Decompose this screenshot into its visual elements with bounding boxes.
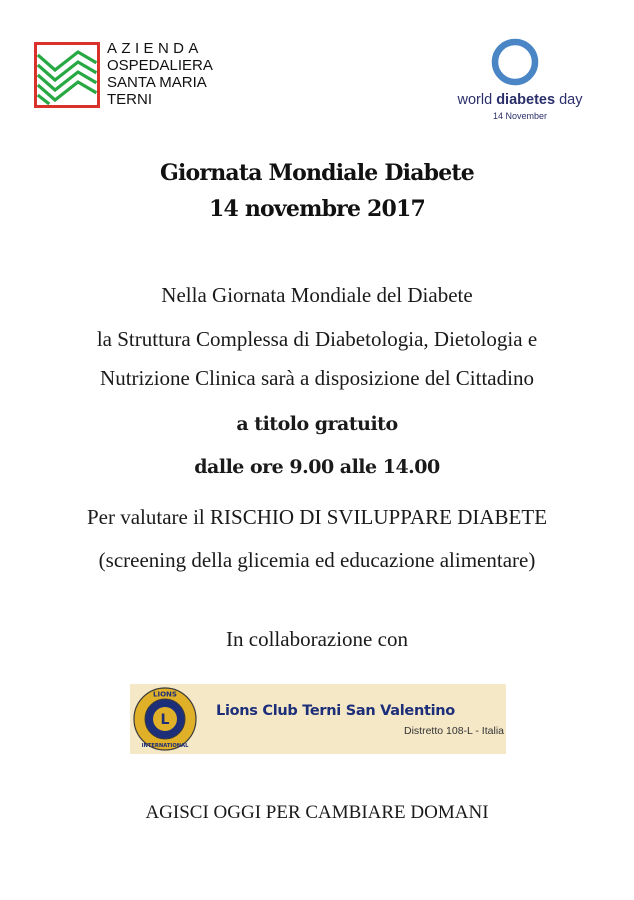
body-line-2: la Struttura Complessa di Diabetologia, Dietologia e <box>96 327 538 351</box>
wdd-word-diabetes: diabetes <box>496 92 556 108</box>
wdd-date: 14 November <box>492 111 548 121</box>
hospital-logo-icon <box>34 42 100 108</box>
lions-club-name: Lions Club Terni San Valentino <box>216 703 455 719</box>
lions-emblem-icon <box>132 686 198 752</box>
opening-hours-text: dalle ore 9.00 alle 14.00 <box>194 456 440 478</box>
blue-circle-icon <box>491 38 539 86</box>
body-line-1: Nella Giornata Mondiale del Diabete <box>161 283 473 307</box>
lions-emblem-letter: L <box>160 712 170 728</box>
hospital-name-line-2: OSPEDALIERA <box>107 57 213 74</box>
lions-district: Distretto 108-L - Italia <box>404 725 504 737</box>
event-date: 14 novembre 2017 <box>208 196 426 222</box>
hospital-name-line-3: SANTA MARIA <box>107 74 207 91</box>
collaboration-text: In collaborazione con <box>226 627 408 651</box>
event-title: Giornata Mondiale Diabete <box>160 160 474 186</box>
wdd-word-day: day <box>559 92 583 108</box>
closing-slogan: AGISCI OGGI PER CAMBIARE DOMANI <box>145 802 489 823</box>
hospital-name-line-4: TERNI <box>107 91 152 108</box>
lions-emblem-top-text: LIONS <box>153 690 177 699</box>
body-line-3: Nutrizione Clinica sarà a disposizione del Cittadino <box>100 366 534 390</box>
lions-club-banner <box>130 684 506 754</box>
hospital-name-line-1: AZIENDA <box>107 40 203 57</box>
free-of-charge-text: a titolo gratuito <box>236 413 398 435</box>
wdd-word-world: world <box>457 92 493 108</box>
body-line-screening: (screening della glicemia ed educazione alimentare) <box>98 548 536 572</box>
body-line-risk: Per valutare il RISCHIO DI SVILUPPARE DIABETE <box>86 505 548 529</box>
world-diabetes-day-logo <box>440 34 600 126</box>
wdd-title <box>440 92 600 108</box>
lions-emblem-bottom-text: INTERNATIONAL <box>141 743 189 749</box>
hospital-name <box>107 40 257 108</box>
